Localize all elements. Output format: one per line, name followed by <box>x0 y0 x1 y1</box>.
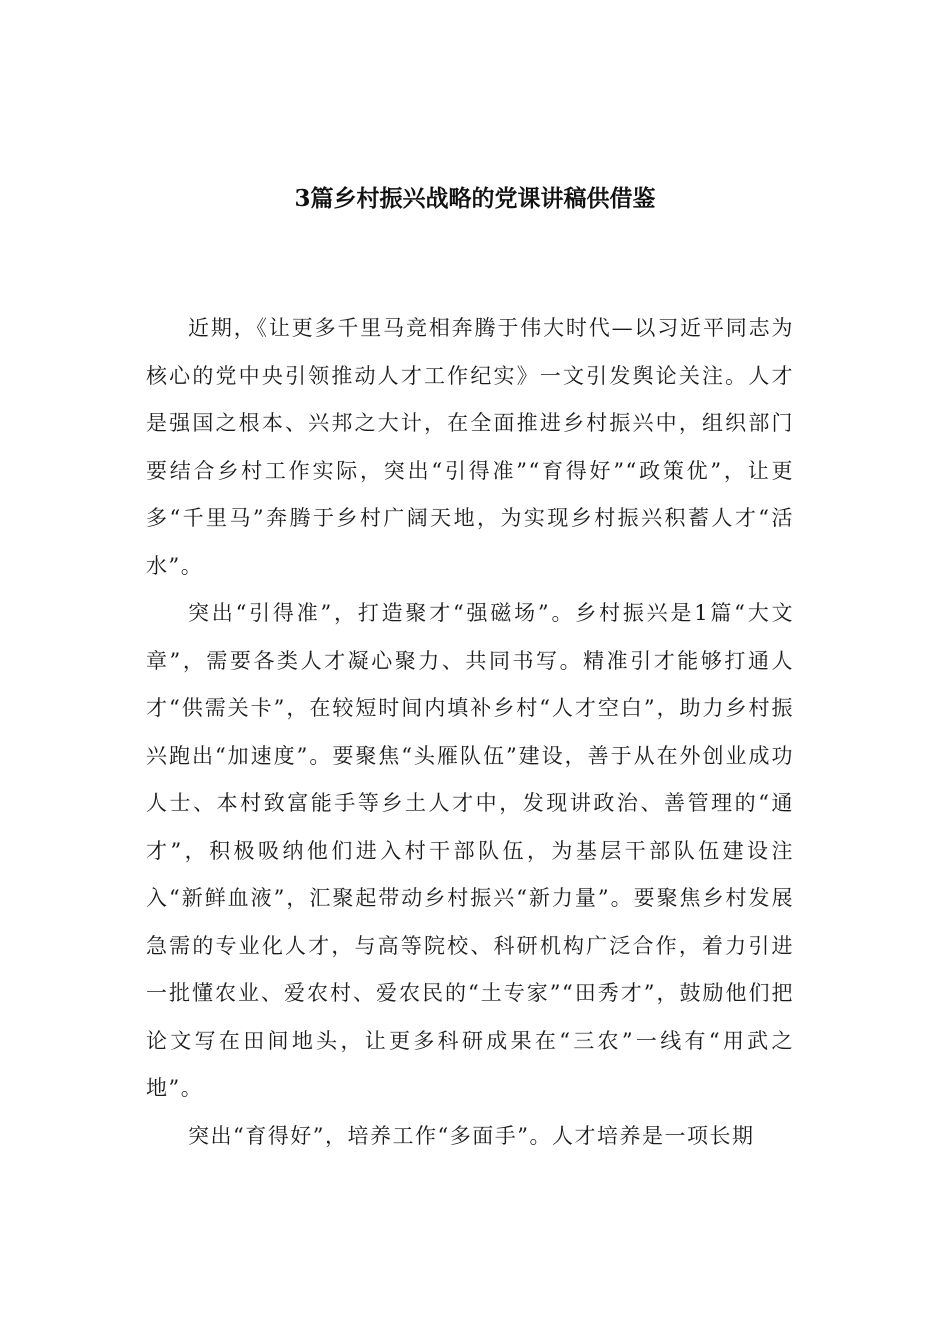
document-body <box>146 305 794 1160</box>
document-title: 3篇乡村振兴战略的党课讲稿供借鉴 <box>294 185 656 212</box>
paragraph-intro: 近期，《让更多千里马竞相奔腾于伟大时代—以习近平同志为核心的党中央引领推动人才工作纪实》一文引发舆论关注。人才是强国之根本、兴邦之大计，在全面推进乡村振兴中，组织部门要结合乡村工作实际，突出“引得准”“育得好”“政策优”，让更多“千里马”奔腾于乡村广阔天地，为实现乡村振兴积蓄人才“活水”。 <box>146 316 794 578</box>
paragraph-cultivate-talent: 突出“育得好”，培养工作“多面手”。人才培养是一项长期 <box>188 1123 755 1148</box>
paragraph-attract-talent: 突出“引得准”，打造聚才“强磁场”。乡村振兴是1篇“大文章”，需要各类人才凝心聚力、共同书写。精准引才能够打通人才“供需关卡”，在较短时间内填补乡村“人才空白”，助力乡村振兴跑出“加速度”。要聚焦“头雁队伍”建设，善于从在外创业成功人士、本村致富能手等乡土人才中，发现讲政治、善管理的“通才”，积极吸纳他们进入村干部队伍，为基层干部队伍建设注入“新鲜血液”，汇聚起带动乡村振兴“新力量”。要聚焦乡村发展急需的专业化人才，与高等院校、科研机构广泛合作，着力引进一批懂农业、爱农村、爱农民的“土专家”“田秀才”，鼓励他们把论文写在田间地头，让更多科研成果在“三农”一线有“用武之地”。 <box>146 601 794 1100</box>
